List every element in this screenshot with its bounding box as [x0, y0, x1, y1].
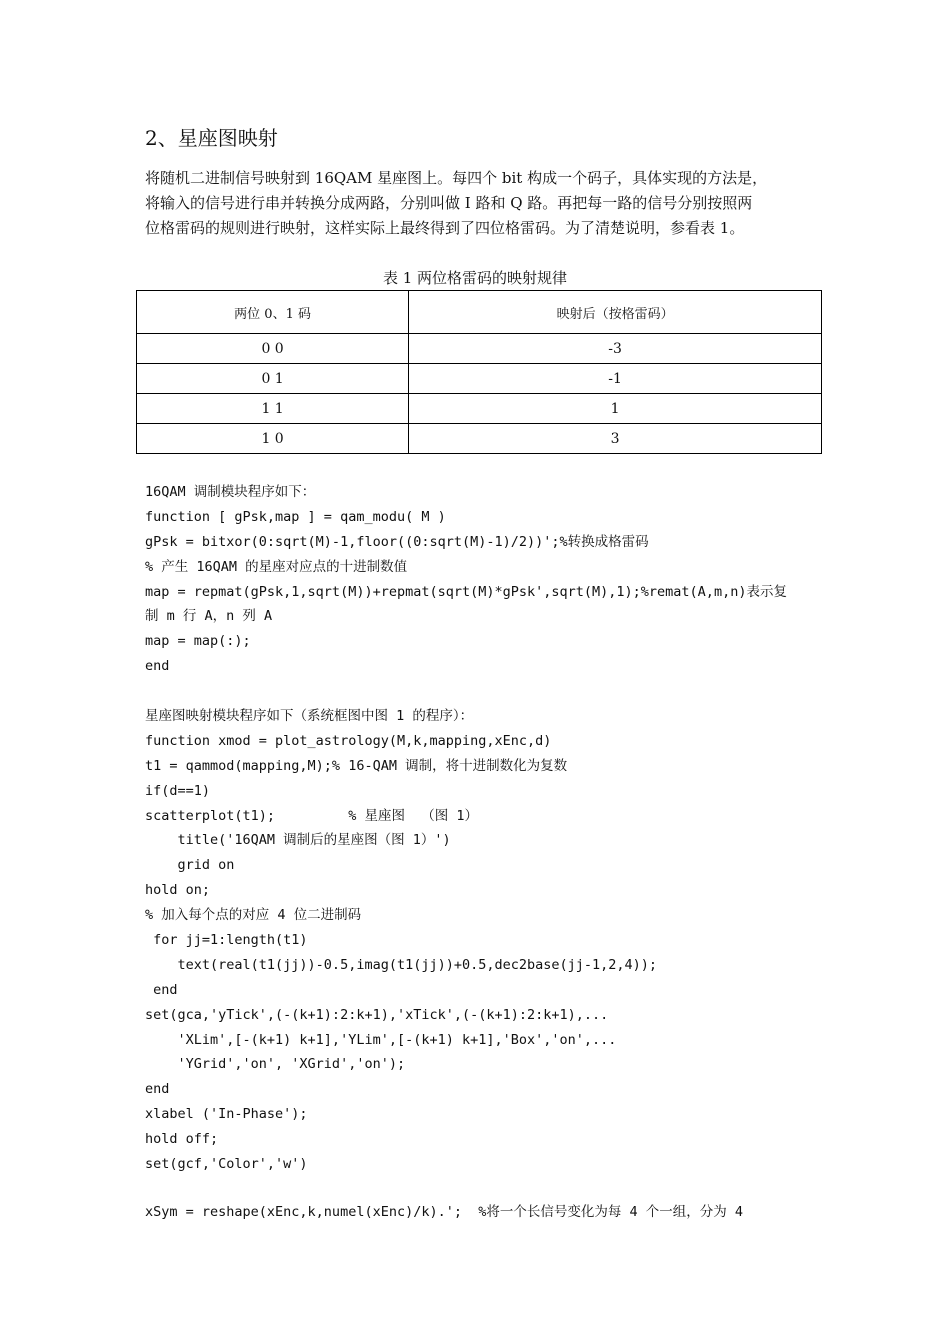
- table-row: [137, 364, 822, 394]
- intro-line: 将输入的信号进行串并转换分成两路，分别叫做 I 路和 Q 路。再把每一路的信号分别按照两: [145, 194, 753, 212]
- table-cell: -1: [409, 364, 822, 394]
- code-line: 'XLim',[-(k+1) k+1],'YLim',[-(k+1) k+1],'Box','on',...: [145, 1031, 617, 1048]
- code-line: 'YGrid','on', 'XGrid','on');: [145, 1056, 406, 1073]
- table-cell: 1: [409, 394, 822, 424]
- code-line: 制 m 行 A，n 列 A: [145, 608, 273, 625]
- code-line: % 产生 16QAM 的星座对应点的十进制数值: [145, 558, 408, 575]
- constellation-mapping-code-block: [145, 704, 825, 1177]
- code-line: % 加入每个点的对应 4 位二进制码: [145, 907, 362, 924]
- gray-code-mapping-table: [136, 290, 822, 454]
- table-caption: 表 1 两位格雷码的映射规律: [382, 269, 568, 287]
- table-header-row: [137, 291, 822, 334]
- table-cell: 1 1: [137, 394, 409, 424]
- table-row: [137, 334, 822, 364]
- code-line: hold off;: [145, 1131, 219, 1148]
- table-cell: 0 0: [137, 334, 409, 364]
- qam-modulation-code-block: [145, 480, 825, 679]
- intro-line: 将随机二进制信号映射到 16QAM 星座图上。每四个 bit 构成一个码子，具体实现的方法是，: [145, 169, 768, 187]
- code-line: end: [145, 658, 170, 675]
- code-line: grid on: [145, 857, 235, 874]
- code-line: 星座图映射模块程序如下（系统框图中图 1 的程序）：: [145, 708, 474, 724]
- code-line: function xmod = plot_astrology(M,k,mapping,xEnc,d): [145, 732, 552, 749]
- table-header-cell: 两位 0、1 码: [137, 291, 409, 334]
- table-row: [137, 424, 822, 454]
- code-line: xSym = reshape(xEnc,k,numel(xEnc)/k).'; %将一个长信号变化为每 4 个一组，分为 4: [145, 1204, 744, 1220]
- code-line: map = map(:);: [145, 633, 251, 650]
- intro-paragraph: [145, 166, 810, 241]
- code-line: set(gca,'yTick',(-(k+1):2:k+1),'xTick',(-(k+1):2:k+1),...: [145, 1006, 609, 1023]
- code-line: function [ gPsk,map ] = qam_modu( M ): [145, 508, 446, 525]
- code-line: if(d==1): [145, 782, 211, 799]
- table-cell: 1 0: [137, 424, 409, 454]
- section-title: 2、星座图映射: [145, 126, 278, 150]
- code-line: set(gcf,'Color','w'): [145, 1156, 308, 1173]
- code-line: title('16QAM 调制后的星座图（图 1）'): [145, 832, 451, 849]
- code-line: scatterplot(t1); % 星座图 （图 1）: [145, 807, 478, 824]
- intro-line: 位格雷码的规则进行映射，这样实际上最终得到了四位格雷码。为了清楚说明，参看表 1。: [145, 219, 745, 237]
- table-cell: 3: [409, 424, 822, 454]
- code-line: t1 = qammod(mapping,M);% 16-QAM 调制，将十进制数化为复数: [145, 757, 568, 774]
- code-line: end: [145, 1081, 170, 1098]
- reshape-code-block: [145, 1200, 825, 1225]
- table-cell: 0 1: [137, 364, 409, 394]
- code-line: for jj=1:length(t1): [145, 932, 308, 949]
- code-line: xlabel ('In-Phase');: [145, 1106, 308, 1123]
- code-line: gPsk = bitxor(0:sqrt(M)-1,floor((0:sqrt(M)-1)/2))';%转换成格雷码: [145, 533, 649, 550]
- code-line: text(real(t1(jj))-0.5,imag(t1(jj))+0.5,dec2base(jj-1,2,4));: [145, 956, 658, 973]
- code-line: end: [145, 981, 178, 998]
- table-header-cell: 映射后（按格雷码）: [409, 291, 822, 334]
- code-line: hold on;: [145, 882, 211, 899]
- table-cell: -3: [409, 334, 822, 364]
- table-row: [137, 394, 822, 424]
- code-line: map = repmat(gPsk,1,sqrt(M))+repmat(sqrt(M)*gPsk',sqrt(M),1);%remat(A,m,n)表示复: [145, 583, 787, 600]
- code-line: 16QAM 调制模块程序如下：: [145, 484, 316, 500]
